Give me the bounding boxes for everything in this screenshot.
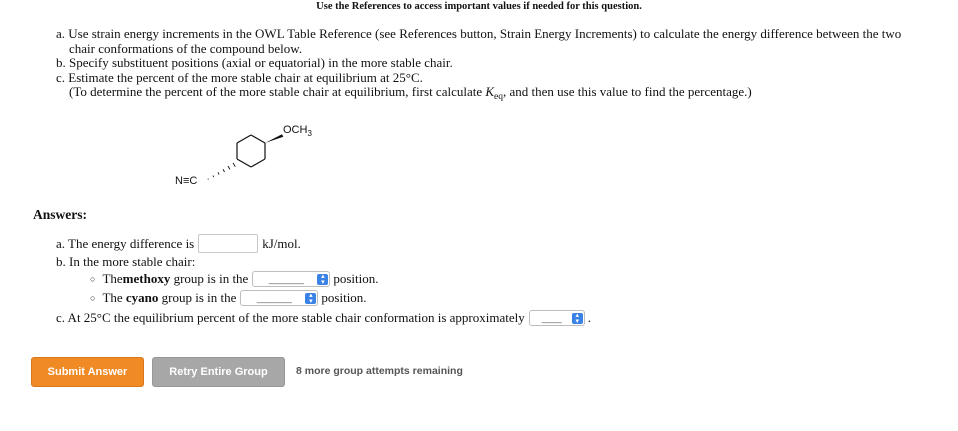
answer-c-label: c. At 25°C the equilibrium percent of the more stable chair conformation is approximately bbox=[56, 310, 525, 325]
cyclohexane-structure bbox=[150, 115, 370, 197]
retry-entire-group-button[interactable]: Retry Entire Group bbox=[152, 357, 285, 387]
select-arrows-icon: ▴ ▾ bbox=[572, 313, 583, 324]
bullet-icon: ○ bbox=[90, 293, 96, 303]
ring-bond-6 bbox=[237, 159, 251, 167]
methoxy-label: $OCH_3$ bbox=[283, 124, 312, 138]
cyano-select-value: _______ bbox=[256, 293, 292, 303]
cyano-pre: The bbox=[102, 290, 126, 305]
references-notice: Use the References to access important values if needed for this question. bbox=[316, 1, 642, 12]
answer-b-row bbox=[56, 254, 195, 270]
cyano-label: N≡C bbox=[175, 175, 198, 187]
ring-bond-5 bbox=[251, 159, 265, 167]
keq-note-post: , and then use this value to find the percentage.) bbox=[503, 84, 752, 99]
answer-c-row bbox=[56, 310, 591, 326]
select-arrows-icon: ▴ ▾ bbox=[305, 293, 316, 304]
answer-a-unit: kJ/mol. bbox=[262, 235, 301, 251]
methoxy-select-value: _______ bbox=[268, 274, 304, 284]
answer-c-end: . bbox=[587, 310, 591, 325]
keq-symbol: K bbox=[485, 84, 495, 99]
answer-b-label: b. In the more stable chair: bbox=[56, 254, 196, 269]
cyano-position-text: position. bbox=[321, 290, 367, 305]
methoxy-row bbox=[90, 271, 378, 287]
question-part-c: c. Estimate the percent of the more stable chair at equilibrium at 25°C. bbox=[56, 69, 423, 85]
methoxy-pre: The bbox=[102, 271, 123, 286]
question-text bbox=[56, 27, 946, 105]
answers-heading: Answers: bbox=[33, 207, 87, 222]
keq-subscript: eq bbox=[494, 92, 504, 102]
equilibrium-percent-select[interactable] bbox=[529, 310, 585, 326]
submit-answer-button[interactable]: Submit Answer bbox=[31, 357, 144, 387]
methoxy-wedge-bond bbox=[265, 134, 283, 143]
bullet-icon: ○ bbox=[90, 274, 96, 284]
methoxy-position-select[interactable] bbox=[252, 271, 330, 287]
cyano-mid: group is in the bbox=[158, 290, 237, 305]
methoxy-word: methoxy bbox=[122, 271, 171, 286]
cyano-position-select[interactable] bbox=[240, 290, 318, 306]
question-part-b: b. Specify substituent positions (axial or equatorial) in the more stable chair. bbox=[56, 55, 453, 70]
percent-select-value: ____ bbox=[541, 313, 562, 323]
answer-a-row bbox=[56, 234, 301, 253]
methoxy-position-text: position. bbox=[333, 271, 379, 286]
question-part-a-cont: chair conformations of the compound below. bbox=[69, 40, 303, 56]
attempts-remaining: 8 more group attempts remaining bbox=[296, 365, 463, 377]
question-keq-note bbox=[56, 85, 946, 105]
energy-difference-input[interactable] bbox=[198, 234, 258, 253]
select-arrows-icon: ▴ ▾ bbox=[317, 274, 328, 285]
keq-note-pre: (To determine the percent of the more stable chair at equilibrium, first calculate bbox=[69, 84, 486, 99]
methoxy-mid: group is in the bbox=[170, 271, 249, 286]
answer-a-label: a. The energy difference is bbox=[56, 235, 195, 251]
question-part-a: a. Use strain energy increments in the OWL Table Reference (see References button, Strain Energy Increments) to calculate the energy difference between the two bbox=[56, 26, 902, 41]
ring-bond-2 bbox=[237, 135, 251, 143]
cyano-hash-bond bbox=[208, 163, 235, 180]
cyano-row bbox=[90, 290, 367, 306]
ring-bond-3 bbox=[251, 135, 265, 143]
cyano-word: cyano bbox=[125, 290, 159, 305]
